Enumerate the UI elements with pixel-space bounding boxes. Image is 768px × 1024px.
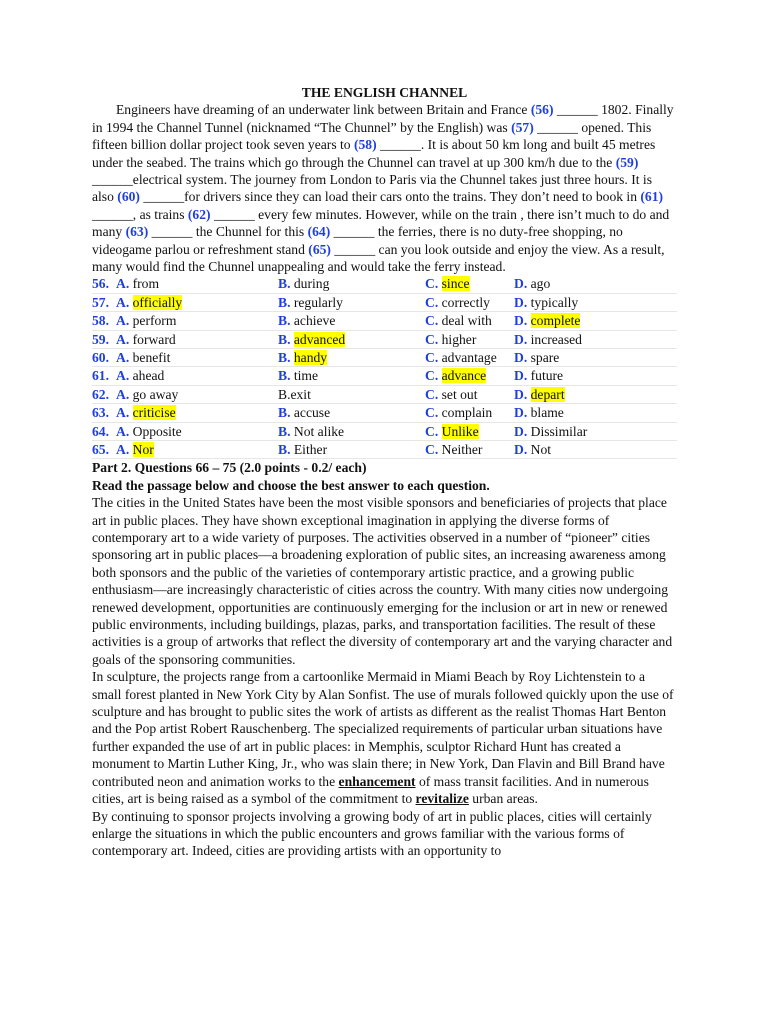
option-letter: C. [425, 386, 442, 402]
option-text: criticise [132, 405, 176, 421]
option-a[interactable] [116, 386, 178, 403]
option-d[interactable] [514, 312, 580, 329]
question-number: (59) [615, 154, 639, 170]
option-text: Not [530, 441, 552, 457]
option-text: B.exit [278, 386, 311, 402]
option-letter: D. [514, 405, 531, 421]
passage-text: ______electrical system. The journey from London to Paris via the Chunnel takes just three hours. It is also [92, 172, 652, 205]
question-row [92, 331, 677, 349]
option-text: set out [441, 386, 478, 402]
option-text: during [293, 276, 330, 292]
option-text: perform [132, 313, 177, 329]
question-number: 62. [92, 386, 109, 402]
option-text: Nor [132, 441, 154, 457]
option-letter: D. [514, 276, 531, 292]
option-letter: D. [514, 313, 531, 329]
passage-text: ______. It is about 50 km long and built 45 metres under the seabed. The trains which go through the Chunnel can travel at up 300 km/h due to the [92, 137, 656, 170]
question-number: (61) [640, 189, 664, 205]
option-text: Unlike [441, 423, 479, 439]
option-a[interactable] [116, 275, 159, 292]
option-b[interactable] [278, 367, 318, 384]
option-a[interactable] [116, 349, 170, 366]
underlined-word-revitalize: revitalize [415, 791, 469, 807]
option-c[interactable] [425, 331, 476, 348]
option-letter: D. [514, 368, 531, 384]
question-number: (64) [307, 224, 331, 240]
passage-text: ______ every few minutes. However, while on the train , there isn’t much to do and many [92, 206, 670, 240]
option-letter: D. [514, 350, 531, 366]
option-c[interactable] [425, 349, 497, 366]
option-text: officially [132, 294, 183, 310]
passage-text: ______for drivers since they can load their cars onto the trains. They don’t need to book in [139, 189, 641, 205]
option-text: accuse [293, 405, 331, 421]
option-text: achieve [293, 313, 336, 329]
option-letter: A. [116, 276, 133, 292]
option-text: benefit [132, 350, 171, 366]
option-c[interactable] [425, 275, 470, 292]
passage-part2-paragraph-3: By continuing to sponsor projects involving a growing body of art in public places, cities will certainly enlarge the situations in which the public encounters and grows familiar with the various forms of contemporary art. Indeed, cities are providing artists with an opportunity to [92, 808, 652, 859]
option-letter: A. [116, 313, 133, 329]
option-letter: D. [514, 294, 531, 310]
option-letter: A. [116, 350, 133, 366]
option-a[interactable] [116, 331, 176, 348]
option-b[interactable] [278, 331, 345, 348]
question-row [92, 275, 677, 293]
option-c[interactable] [425, 367, 486, 384]
question-number: (60) [117, 189, 140, 205]
passage-text: Engineers have dreaming of an underwater link between Britain and France [116, 102, 531, 118]
option-text: blame [530, 405, 564, 421]
option-letter: B. [278, 368, 294, 384]
option-text: regularly [293, 294, 343, 310]
question-number: 57. [92, 294, 109, 310]
question-row [92, 294, 677, 312]
paragraph-2-text-a: In sculpture, the projects range from a cartoonlike Mermaid in Miami Beach by Roy Lichtenstein to a small forest planted in New York City by Alan Sonfist. The use of murals followed quickly upon the use of sculpture and has brought to public sites the work of artists as different as the realist Thomas Hart Benton and the Pop artist Robert Rauschenberg. The specialized requirements of particular urban situations have further expanded the use of art in public places: in Memphis, sculptor Richard Hunt has created a monument to Martin Luther King, Jr., who was slain there; in New York, Dan Flavin and Bill Brand have contributed neon and animation works to the [92, 669, 674, 789]
option-text: advantage [441, 350, 497, 366]
option-text: increased [530, 331, 582, 347]
option-letter: A. [116, 331, 133, 347]
question-number: (65) [308, 241, 331, 257]
option-letter: C. [425, 423, 442, 439]
paragraph-2-text-b: of mass transit facilities. And in numerous cities, art is being raised as a symbol of the commitment to [92, 773, 649, 807]
passage-text: ______ 1802. Finally in 1994 the Channel Tunnel (nicknamed “The Chunnel” by the English) was [92, 102, 674, 135]
option-c[interactable] [425, 386, 478, 403]
option-letter: C. [425, 331, 442, 347]
option-a[interactable] [116, 404, 176, 421]
question-row [92, 349, 677, 367]
option-c[interactable] [425, 404, 492, 421]
option-letter: B. [278, 331, 294, 347]
option-letter: D. [514, 331, 531, 347]
option-a[interactable] [116, 367, 164, 384]
option-a[interactable] [116, 423, 182, 440]
option-letter: C. [425, 294, 442, 310]
option-text: typically [530, 294, 579, 310]
option-letter: A. [116, 386, 133, 402]
option-c[interactable] [425, 423, 479, 440]
option-letter: B. [278, 294, 294, 310]
option-a[interactable] [116, 312, 176, 329]
option-letter: A. [116, 294, 133, 310]
option-text: depart [530, 386, 565, 402]
question-number: 60. [92, 350, 109, 366]
passage-text: ______, as trains [92, 206, 188, 222]
option-text: ahead [132, 368, 165, 384]
option-b[interactable] [278, 294, 343, 311]
option-c[interactable] [425, 294, 490, 311]
option-text: forward [132, 331, 176, 347]
question-number: (56) [530, 102, 554, 118]
option-c[interactable] [425, 312, 492, 329]
option-text: correctly [441, 294, 490, 310]
option-d[interactable] [514, 441, 551, 458]
option-letter: C. [425, 350, 442, 366]
option-letter: B. [278, 423, 294, 439]
question-number: 63. [92, 405, 109, 421]
page-title: THE ENGLISH CHANNEL [301, 85, 468, 100]
question-number: 64. [92, 423, 109, 439]
option-d[interactable] [514, 404, 564, 421]
option-a[interactable] [116, 294, 182, 311]
question-number: 59. [92, 331, 109, 347]
option-letter: A. [116, 405, 133, 421]
question-number: 65. [92, 441, 109, 457]
question-row [92, 367, 677, 385]
document-page [92, 84, 677, 860]
part2-instruction: Read the passage below and choose the best answer to each question. [92, 477, 490, 493]
question-number: (62) [187, 206, 211, 222]
passage-text: ______ opened. This fifteen billion dollar project took seven years to [92, 119, 652, 153]
option-d[interactable] [514, 367, 563, 384]
option-letter: A. [116, 423, 133, 439]
option-text: spare [530, 350, 560, 366]
option-d[interactable] [514, 386, 565, 403]
option-letter: C. [425, 368, 442, 384]
option-d[interactable] [514, 331, 582, 348]
passage-part2-paragraph-1: The cities in the United States have been the most visible sponsors and beneficiaries of projects that place art in public places. They have shown exceptional imagination in applying the diverse forms of contemporary art to a wide variety of purposes. The activities observed in a number of “pioneer” cities sponsoring art in public places—a broadening exploration of public sites, an increasing awareness among both sponsors and the public of the varieties of contemporary artistic practice, and a growing public enthusiasm—are increasingly characteristic of cities across the country. With many cities now undergoing renewed development, opportunities are continuously emerging for the inclusion or art in new or renewed public environments, including buildings, plazas, parks, and transportation facilities. The result of these activities is a group of artworks that reflect the diversity of contemporary art and the varying character and goals of the sponsoring communities. [92, 495, 673, 667]
option-d[interactable] [514, 423, 587, 440]
option-letter: A. [116, 441, 133, 457]
option-a[interactable] [116, 441, 154, 458]
option-letter: C. [425, 313, 442, 329]
passage-text: ______ the ferries, there is no duty-free shopping, no videogame parlou or refreshment stand [92, 224, 623, 257]
option-b[interactable] [278, 386, 311, 403]
option-text: since [441, 276, 470, 292]
option-letter: B. [278, 276, 294, 292]
option-text: advanced [293, 331, 346, 347]
option-text: handy [293, 350, 328, 366]
passage-part2-paragraph-2 [92, 668, 677, 807]
answer-options [92, 275, 677, 459]
option-b[interactable] [278, 275, 329, 292]
question-number: (57) [511, 119, 534, 135]
question-row [92, 386, 677, 404]
question-row [92, 312, 677, 330]
option-c[interactable] [425, 441, 482, 458]
question-row [92, 423, 677, 441]
paragraph-2-text-c: urban areas. [468, 791, 538, 807]
option-text: Dissimilar [530, 423, 588, 439]
option-letter: C. [425, 276, 442, 292]
option-letter: D. [514, 386, 531, 402]
underlined-word-enhancement: enhancement [338, 773, 416, 789]
option-d[interactable] [514, 294, 578, 311]
option-letter: A. [116, 368, 133, 384]
option-letter: B. [278, 313, 294, 329]
passage-part1 [92, 101, 677, 275]
option-b[interactable] [278, 441, 327, 458]
option-b[interactable] [278, 423, 344, 440]
option-d[interactable] [514, 275, 550, 292]
option-text: advance [441, 368, 487, 384]
question-number: 61. [92, 368, 109, 384]
option-text: deal with [441, 313, 492, 329]
option-letter: B. [278, 441, 294, 457]
option-text: Opposite [132, 423, 182, 439]
option-letter: C. [425, 441, 442, 457]
option-letter: B. [278, 350, 294, 366]
option-text: Neither [441, 441, 483, 457]
option-text: Either [293, 441, 328, 457]
option-text: complain [441, 405, 493, 421]
question-number: 58. [92, 313, 109, 329]
option-text: Not alike [293, 423, 345, 439]
option-letter: B. [278, 405, 294, 421]
passage-text: ______ can you look outside and enjoy the view. As a result, many would find the Chunnel unappealing and would take the ferry instead. [92, 241, 665, 275]
question-number: (63) [125, 224, 149, 240]
option-letter: D. [514, 441, 531, 457]
option-text: from [132, 276, 160, 292]
option-text: ago [530, 276, 551, 292]
passage-text: ______ the Chunnel for this [148, 224, 308, 240]
option-text: future [530, 368, 564, 384]
option-b[interactable] [278, 404, 330, 421]
option-text: go away [132, 386, 179, 402]
question-number: 56. [92, 276, 109, 292]
option-text: complete [530, 313, 581, 329]
question-number: (58) [353, 137, 377, 153]
question-row [92, 441, 677, 459]
part2-heading: Part 2. Questions 66 – 75 (2.0 points - 0.2/ each) [92, 460, 367, 476]
option-b[interactable] [278, 312, 335, 329]
option-letter: D. [514, 423, 531, 439]
option-b[interactable] [278, 349, 327, 366]
option-text: higher [441, 331, 477, 347]
question-row [92, 404, 677, 422]
option-text: time [293, 368, 319, 384]
option-d[interactable] [514, 349, 559, 366]
option-letter: C. [425, 405, 442, 421]
